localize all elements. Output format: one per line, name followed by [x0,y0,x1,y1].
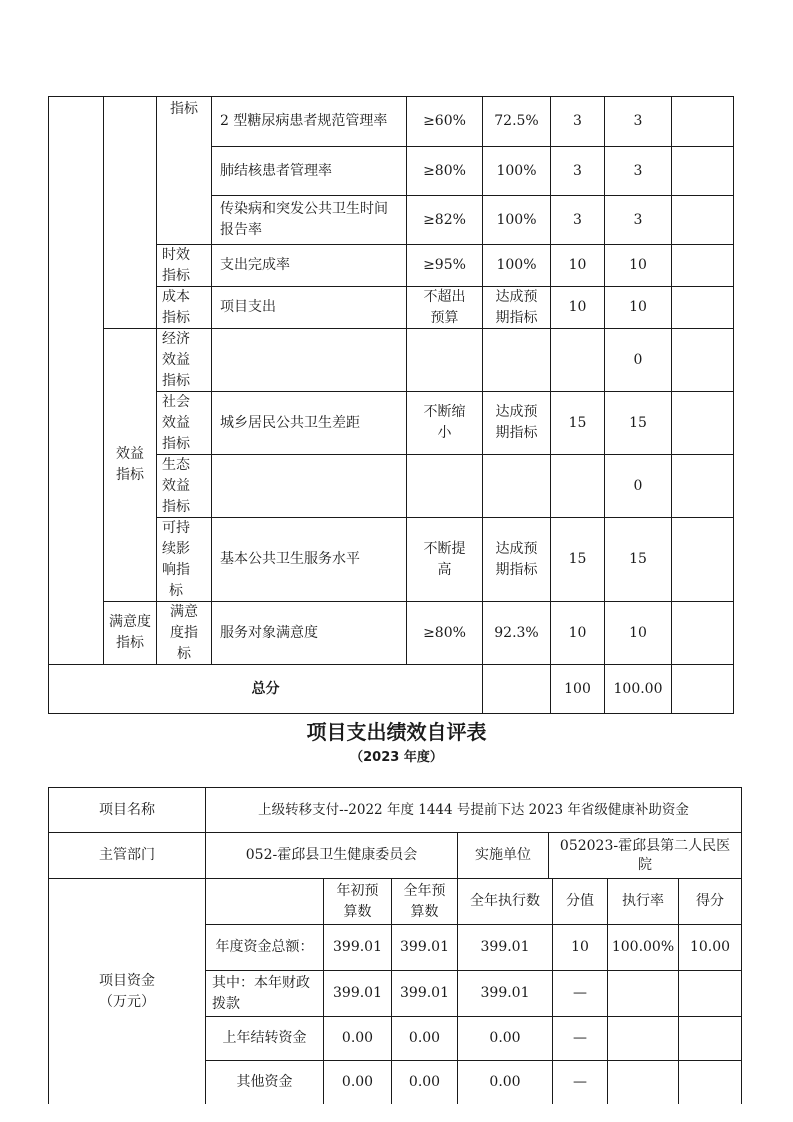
t1-r2-name: 肺结核患者管理率 [220,162,332,179]
t1-r1-weight: 3 [573,113,582,129]
t1-r2-weight: 3 [573,162,582,179]
t1-r9-target: 不断提高 [423,540,466,578]
t2-row-rate [608,1017,678,1060]
t2-row-label: 上年结转资金 [222,1030,307,1046]
t2-row-label: 其他资金 [236,1074,293,1090]
t1-r4-sub: 时效指标 [162,246,190,284]
t1-r5-sub: 成本指标 [162,288,190,326]
t1-r2-actual: 100% [496,162,537,179]
t2-header-annual: 全年预算数 [403,882,446,920]
t1-r7-weight: 15 [568,414,587,431]
t1-r5-actual: 达成预期指标 [495,288,538,326]
t2-row-weight: — [573,1074,587,1090]
year-subtitle: （2023 年度） [350,750,443,765]
t2-row-initial: 0.00 [341,1030,374,1046]
t2-dept: 052-霍邱县卫生健康委员会 [245,847,418,863]
t1-r9-score: 15 [629,551,647,567]
t1-r9-weight: 15 [568,551,587,567]
t1-total-label: 总分 [251,680,280,697]
t1-r8-sub: 生态效益指标 [162,456,190,515]
t1-r9-actual: 达成预期指标 [495,540,538,578]
t1-r2-score: 3 [633,162,643,179]
t2-header-weight: 分值 [566,893,594,909]
t2-row-executed: 0.00 [489,1030,521,1046]
t1-total-score: 100.00 [613,680,663,697]
page-title: 项目支出绩效自评表 [306,720,487,744]
t2-header-initial: 年初预算数 [336,882,379,920]
t2-project-name: 上级转移支付--2022 年度 1444 号提前下达 2023 年省级健康补助资金 [258,801,689,818]
t2-row-score [679,971,741,1016]
t2-impl-label: 实施单位 [475,847,531,863]
t2-row-executed: 0.00 [489,1074,521,1090]
t2-dept-label: 主管部门 [99,847,155,863]
t2-header-executed: 全年执行数 [470,893,540,909]
t2-row-weight: — [573,1030,587,1046]
t1-r10-actual: 92.3% [494,624,539,641]
t1-r7-actual: 达成预期指标 [495,404,538,441]
t2-row-rate: 100.00% [611,939,675,955]
t2-row-label: 其中：本年财政拨款 [212,974,310,1012]
t1-r8-score: 0 [633,477,643,494]
t1-r7-target: 不断缩小 [423,404,466,441]
t1-r10-name: 服务对象满意度 [220,624,318,641]
t1-r3-actual: 100% [496,211,537,228]
t1-total-weight: 100 [564,680,591,697]
t1-r5-score: 10 [629,299,647,315]
t2-row-initial: 0.00 [341,1074,374,1090]
t1-r1-actual: 72.5% [494,113,539,129]
t2-header-score: 得分 [696,893,724,909]
t1-r10-weight: 10 [568,624,587,641]
t1-r1-target: ≥60% [423,113,466,129]
t1-r7-sub: 社会效益指标 [162,393,190,452]
t2-row-label: 年度资金总额： [215,939,314,955]
t1-r10-target: ≥80% [423,624,466,641]
t2-row-score [679,1017,741,1060]
t1-r4-name: 支出完成率 [220,257,290,273]
t1-r4-target: ≥95% [423,257,466,273]
t2-row-annual: 399.01 [400,985,449,1001]
t1-satisfaction-cat: 满意度指标 [109,614,151,651]
t2-row-rate [608,1061,678,1104]
t1-r9-sub: 可持续影响指标 [162,519,190,599]
t1-r5-weight: 10 [568,299,587,315]
t1-cat-indicator: 指标 [170,100,198,117]
t2-project-name-label: 项目名称 [99,801,155,818]
t1-r10-sub: 满意度指标 [170,603,198,662]
t2-header-rate: 执行率 [622,893,664,909]
t1-r3-name: 传染病和突发公共卫生时间报告率 [220,201,388,238]
t2-row-weight: — [573,985,587,1001]
t1-r3-target: ≥82% [423,211,466,228]
t1-r2-target: ≥80% [423,162,466,179]
t1-r5-target: 不超出预算 [423,288,466,326]
t1-r9-name: 基本公共卫生服务水平 [220,551,360,567]
t1-r4-score: 10 [629,257,647,273]
t2-row-executed: 399.01 [480,985,530,1001]
t2-row-score: 10.00 [689,939,731,955]
t1-r4-weight: 10 [568,257,587,273]
t2-impl: 052023-霍邱县第二人民医院 [559,837,731,873]
t1-r1-name: 2 型糖尿病患者规范管理率 [220,113,388,129]
t1-r7-score: 15 [629,414,647,431]
t1-r10-score: 10 [629,624,647,641]
t2-row-weight: 10 [571,939,589,955]
t2-row-score [679,1061,741,1104]
t1-benefit-cat: 效益指标 [116,446,144,483]
t1-r5-name: 项目支出 [220,299,276,315]
t1-r7-name: 城乡居民公共卫生差距 [220,414,360,431]
t2-row-annual: 0.00 [408,1074,441,1090]
t2-row-initial: 399.01 [333,939,382,955]
t2-row-executed: 399.01 [480,939,530,955]
t1-r6-score: 0 [633,351,643,368]
t1-r1-score: 3 [633,113,643,129]
t1-r3-score: 3 [633,211,643,228]
t2-row-annual: 399.01 [400,939,449,955]
t1-r3-weight: 3 [573,211,582,228]
t2-funds-label: 项目资金（万元） [99,972,155,1010]
t2-row-initial: 399.01 [333,985,382,1001]
t1-r4-actual: 100% [496,257,537,273]
t2-row-annual: 0.00 [408,1030,441,1046]
t2-row-rate [608,971,678,1016]
t1-r6-sub: 经济效益指标 [162,330,190,389]
